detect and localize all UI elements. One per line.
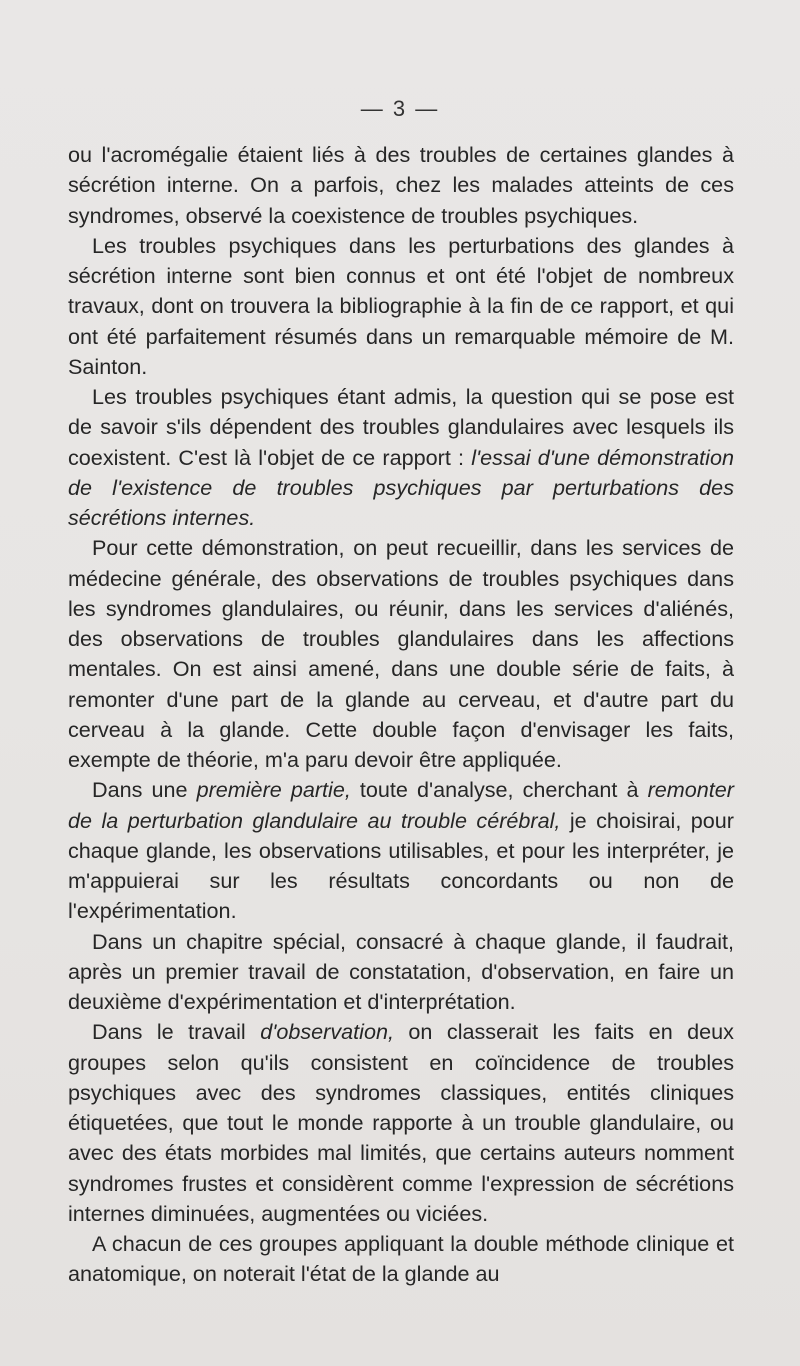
italic-segment: l'essai d'une démonstration de l'existence de troubles psychiques par perturbations des sécrétions internes. [68,444,735,530]
paragraph [68,382,734,533]
text-segment: ou l'acromégalie étaient liés à des troubles de certaines glandes à sécrétion interne. On a parfois, chez les malades atteints de ces syndromes, observé la coexistence de troubles psychiques. [68,142,734,228]
italic-segment: d'observation, [260,1019,394,1045]
text-segment: Dans une [92,777,197,803]
text-segment: Dans un chapitre spécial, consacré à chaque glande, il faudrait, après un premier travail de constatation, d'observation, en faire un deuxième d'expérimentation et d'interprétation. [68,928,734,1014]
text-segment: Les troubles psychiques étant admis, la question qui se pose est de savoir s'ils dépendent des troubles glandulaires avec lesquels ils coexistent. C'est là l'objet de ce rapport : [68,384,734,470]
body-text [68,140,734,1290]
text-segment: toute d'analyse, cherchant à [350,777,648,803]
page-number: — 3 — [360,96,440,121]
text-segment: A chacun de ces groupes appliquant la double méthode clinique et anatomique, on noterait l'état de la glande au [68,1231,734,1287]
paragraph [68,775,734,926]
paragraph [68,1229,734,1290]
text-segment: Les troubles psychiques dans les perturbations des glandes à sécrétion interne sont bien connus et ont été l'objet de nombreux travaux, dont on trouvera la bibliographie à la fin de ce rapport, et qui ont été parfaitement résumés dans un remarquable mémoire de M. Sainton. [68,232,734,379]
paragraph [68,533,734,775]
paragraph [68,927,734,1018]
text-segment: je choisirai, pour chaque glande, les observations utilisables, et pour les interpréter, je m'appuierai sur les résultats concordants ou non de l'expérimentation. [68,807,734,924]
italic-segment: remonter de la perturbation glandulaire au trouble cérébral, [68,777,734,833]
italic-segment: première partie, [196,777,351,803]
text-segment: Pour cette démonstration, on peut recueillir, dans les services de médecine générale, des observations de troubles psychiques dans les syndromes glandulaires, ou réunir, dans les services d'aliénés, des observations de troubles glandulaires dans les affections mentales. On est ainsi amené, dans une double série de faits, à remonter d'une part de la glande au cerveau, et d'autre part du cerveau à la glande. Cette double façon d'envisager les faits, exempte de théorie, m'a paru devoir être appliquée. [68,535,734,772]
paragraph [68,1017,734,1229]
text-segment: on classerait les faits en deux groupes selon qu'ils consistent en coïncidence de troubles psychiques avec des syndromes classiques, entités cliniques étiquetées, que tout le monde rapporte à un trouble glandulaire, ou avec des états morbides mal limités, que certains auteurs nomment syndromes frustes et considèrent comme l'expression de sécrétions internes diminuées, augmentées ou viciées. [68,1019,734,1226]
paragraph [68,140,734,231]
text-segment: Dans le travail [92,1019,261,1045]
paragraph [68,231,734,382]
